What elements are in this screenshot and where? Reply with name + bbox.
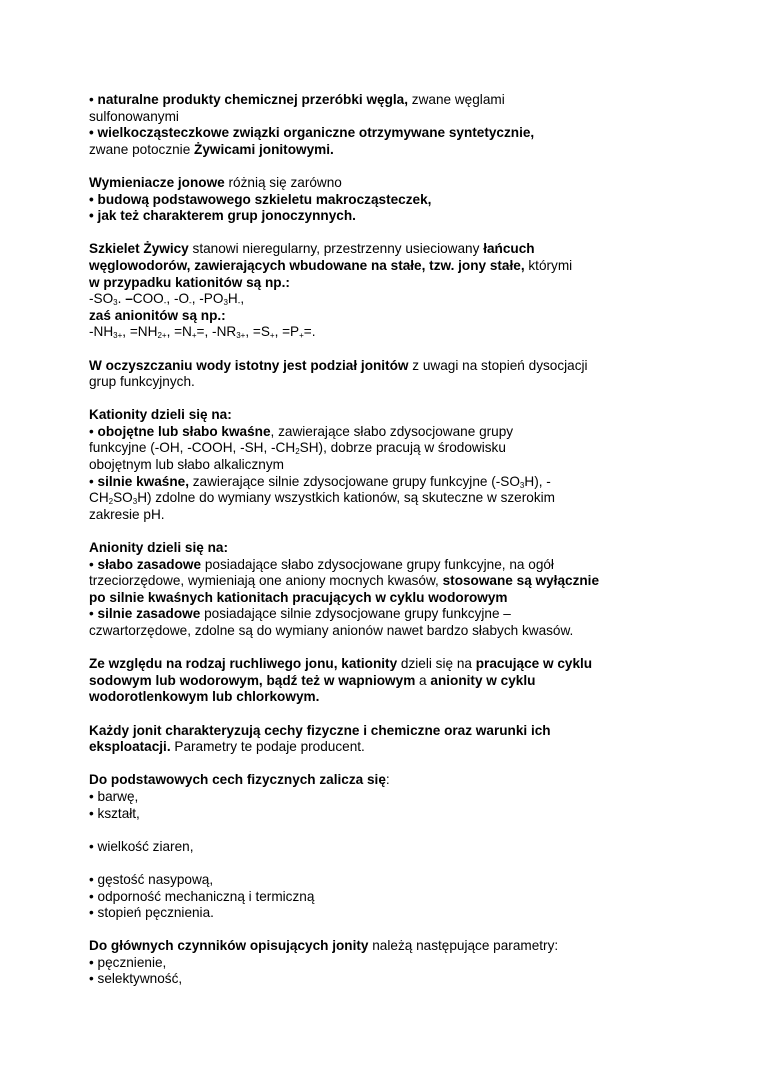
text-line: zaś anionitów są np.: <box>89 307 226 323</box>
list-item: • kształt, <box>89 805 140 821</box>
paragraph-anionites <box>89 540 679 640</box>
list-item: • odporność mechaniczną i termiczną <box>89 888 315 904</box>
anion-groups-formula: $-NH_{3+}$, $=NH_{2+}$, $=N_+=$, $-NR_{3+}$, $=S_+$, $=P_+=$. <box>89 324 316 341</box>
text-line: • naturalne produkty chemicznej przeróbki węgla, zwane węglami <box>89 92 505 107</box>
text-line: eksploatacji. Parametry te podaje producent. <box>89 739 365 755</box>
list-item: • barwę, <box>89 788 139 804</box>
paragraph-ionite-properties <box>89 723 679 756</box>
text-line: czwartorzędowe, zdolne są do wymiany anionów nawet bardzo słabych kwasów. <box>89 623 574 638</box>
paragraph-exchanger-differences <box>89 175 679 225</box>
paragraph-mobile-ion <box>89 656 679 706</box>
text-line: sodowym lub wodorowym, bądź też w wapniowym a anionity w cyklu <box>89 672 536 688</box>
paragraph-exchanger-sources <box>89 92 679 158</box>
text-line: po silnie kwaśnych kationitach pracujących w cyklu wodorowym <box>89 589 508 605</box>
text-line: Do głównych czynników opisujących jonity należą następujące parametry: <box>89 938 559 954</box>
text-line: • jak też charakterem grup jonoczynnych. <box>89 208 356 224</box>
list-item: • pęcznienie, <box>89 954 167 970</box>
text-line: Anionity dzieli się na: <box>89 540 228 556</box>
text-line: Kationity dzieli się na: <box>89 407 232 423</box>
text-line: w przypadku kationitów są np.: <box>89 274 290 290</box>
list-item: • selektywność, <box>89 971 183 987</box>
text-line: Do podstawowych cech fizycznych zalicza się: <box>89 772 390 788</box>
paragraph-resin-skeleton <box>89 241 679 341</box>
text-line: funkcyjne (-OH, -COOH, -SH, $-CH_2SH$), dobrze pracują w środowisku <box>89 440 506 457</box>
list-item: • gęstość nasypową, <box>89 871 214 887</box>
text-line: obojętnym lub słabo alkalicznym <box>89 457 284 473</box>
text-line: • silnie zasadowe posiadające silnie zdysocjowane grupy funkcyjne – <box>89 606 511 622</box>
text-line: • obojętne lub słabo kwaśne, zawierające słabo zdysocjowane grupy <box>89 423 514 439</box>
cation-groups-formula: $-SO_3$. $-COO_-$, $-O_-$, $-PO_3H_-$, <box>89 291 245 308</box>
text-line: $CH_2SO_3H$) zdolne do wymiany wszystkich kationów, są skuteczne w szerokim <box>89 490 555 507</box>
document-body <box>89 92 679 988</box>
text-line: Szkielet Żywicy stanowi nieregularny, przestrzenny usieciowany łańcuch <box>89 241 535 257</box>
text-line: • budową podstawowego szkieletu makrocząsteczek, <box>89 191 432 207</box>
paragraph-ionite-division <box>89 358 679 391</box>
text-line: • wielkocząsteczkowe związki organiczne otrzymywane syntetycznie, <box>89 125 535 141</box>
text-line: • słabo zasadowe posiadające słabo zdysocjowane grupy funkcyjne, na ogół <box>89 556 554 572</box>
text-line: wodorotlenkowym lub chlorkowym. <box>89 689 320 705</box>
paragraph-cationites <box>89 407 679 523</box>
text-line: zakresie pH. <box>89 506 165 522</box>
text-line: grup funkcyjnych. <box>89 374 195 390</box>
list-item: • stopień pęcznienia. <box>89 905 214 921</box>
text-line: Każdy jonit charakteryzują cechy fizyczne i chemiczne oraz warunki ich <box>89 722 551 738</box>
text-line: węglowodorów, zawierających wbudowane na stałe, tzw. jony stałe, którymi <box>89 257 573 273</box>
text-line: zwane potocznie Żywicami jonitowymi. <box>89 141 334 157</box>
text-line: Ze względu na rodzaj ruchliwego jonu, kationity dzieli się na pracujące w cyklu <box>89 656 593 672</box>
text-line: • silnie kwaśne, zawierające silnie zdysocjowane grupy funkcyjne $(-SO_3H)$, - <box>89 473 551 490</box>
text-line: W oczyszczaniu wody istotny jest podział jonitów z uwagi na stopień dysocjacji <box>89 357 588 373</box>
text-line: sulfonowanymi <box>89 108 179 124</box>
text-line: trzeciorzędowe, wymieniają one aniony mocnych kwasów, stosowane są wyłącznie <box>89 573 600 589</box>
list-item: • wielkość ziaren, <box>89 838 194 854</box>
paragraph-physical-features <box>89 772 679 921</box>
paragraph-main-parameters <box>89 938 679 988</box>
text-line: Wymieniacze jonowe różnią się zarówno <box>89 174 342 190</box>
